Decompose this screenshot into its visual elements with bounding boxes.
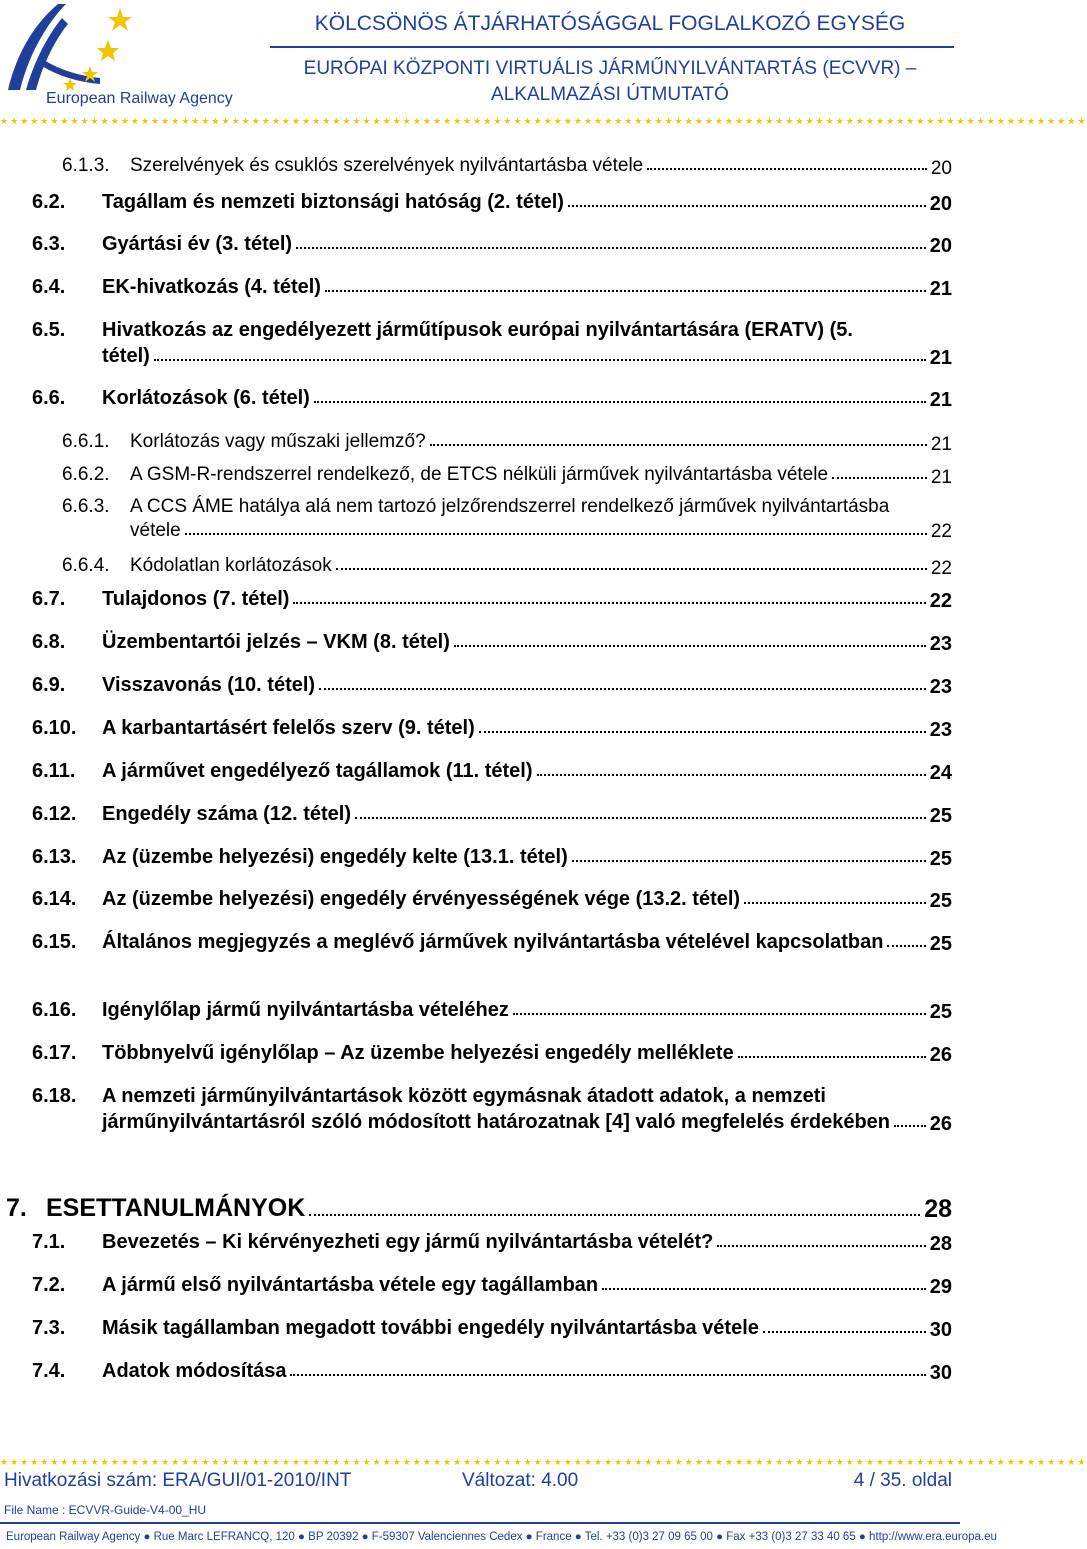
footer-divider bbox=[0, 1522, 960, 1524]
toc-entry-title: Tulajdonos (7. tétel) bbox=[102, 588, 290, 610]
toc-entry-title: Üzembentartói jelzés – VKM (8. tétel) bbox=[102, 631, 450, 653]
toc-dot-leader bbox=[355, 817, 926, 819]
toc-dot-leader bbox=[336, 568, 927, 570]
toc-entry-page: 20 bbox=[926, 233, 952, 260]
toc-entry-title: Gyártási év (3. tétel) bbox=[102, 233, 293, 255]
header-star-border: ★★★★★★★★★★★★★★★★★★★★★★★★★★★★★★★★★★★★★★★★★★★★★★★★★★★★★★★★★★★★★★★★★★★★★★★★★★★★★★★★★★★★★★★★★★★★★★★★★★★★★★★★★★★★ bbox=[0, 116, 1087, 126]
footer-file-name: File Name : ECVVR-Guide-V4-00_HU bbox=[4, 1503, 207, 1517]
toc-entry-number: 6.7. bbox=[32, 588, 66, 610]
toc-entry-number: 7.4. bbox=[32, 1360, 66, 1382]
toc-dot-leader bbox=[290, 1374, 925, 1376]
toc-dot-leader bbox=[154, 359, 926, 361]
toc-entry-page: 25 bbox=[926, 999, 952, 1026]
toc-dot-leader bbox=[738, 1056, 926, 1058]
toc-entry-page: 29 bbox=[926, 1274, 952, 1301]
toc-entry-page: 20 bbox=[927, 155, 952, 182]
toc-entry-number: 6.6. bbox=[32, 387, 66, 409]
toc-entry-number: 6.1.3. bbox=[62, 155, 110, 176]
toc-entry-page: 21 bbox=[927, 431, 952, 458]
toc-entry-number: 6.6.2. bbox=[62, 464, 110, 485]
toc-entry-page: 25 bbox=[926, 931, 952, 957]
toc-entry-title: ESETTANULMÁNYOK bbox=[46, 1194, 306, 1222]
toc-dot-leader bbox=[537, 774, 926, 776]
footer-version: Változat: 4.00 bbox=[462, 1470, 579, 1491]
toc-dot-leader bbox=[430, 444, 927, 446]
toc-entry-title: Az (üzembe helyezési) engedély érvényességének vége (13.2. tétel) bbox=[102, 888, 741, 910]
toc-dot-leader bbox=[479, 731, 926, 733]
toc-entry-title: A karbantartásért felelős szerv (9. tétel) bbox=[102, 717, 475, 739]
toc-dot-leader bbox=[513, 1013, 926, 1015]
toc-dot-leader bbox=[314, 401, 926, 403]
toc-dot-leader bbox=[572, 860, 926, 862]
header-subtitle-line2: ALKALMAZÁSI ÚTMUTATÓ bbox=[491, 84, 729, 105]
toc-entry-number: 6.17. bbox=[32, 1042, 77, 1064]
toc-entry-page: 28 bbox=[926, 1231, 952, 1258]
toc-entry-number: 6.6.1. bbox=[62, 431, 110, 452]
toc-entry-number: 6.16. bbox=[32, 999, 77, 1021]
toc-dot-leader bbox=[309, 1214, 920, 1216]
toc-entry-number: 6.2. bbox=[32, 191, 66, 213]
toc-entry-number: 6.8. bbox=[32, 631, 66, 653]
toc-dot-leader bbox=[293, 602, 925, 604]
footer-reference: Hivatkozási szám: ERA/GUI/01-2010/INT bbox=[4, 1470, 352, 1491]
toc-entry-title: Korlátozások (6. tétel) bbox=[102, 387, 310, 409]
toc-entry-page: 21 bbox=[926, 276, 952, 303]
toc-dot-leader bbox=[647, 168, 927, 170]
toc-entry-number: 6.11. bbox=[32, 760, 76, 782]
toc-entry-title: Visszavonás (10. tétel) bbox=[102, 674, 316, 696]
toc-entry-page: 30 bbox=[926, 1360, 952, 1387]
toc-dot-leader bbox=[325, 290, 926, 292]
toc-entry-number: 6.9. bbox=[32, 674, 66, 696]
toc-dot-leader bbox=[894, 1125, 926, 1127]
header-title: KÖLCSÖNÖS ÁTJÁRHATÓSÁGGAL FOGLALKOZÓ EGYSÉG bbox=[314, 12, 906, 35]
toc-entry-title: Általános megjegyzés a meglévő járművek nyilvántartásba vételével kapcsolatban bbox=[102, 931, 884, 953]
toc-entry-number: 7.2. bbox=[32, 1274, 66, 1296]
toc-dot-leader bbox=[832, 477, 927, 479]
header-divider bbox=[270, 46, 954, 48]
toc-entry-number: 6.4. bbox=[32, 276, 66, 298]
toc-entry-title: Engedély száma (12. tétel) bbox=[102, 803, 351, 825]
toc-dot-leader bbox=[185, 533, 927, 535]
toc-entry-page: 26 bbox=[926, 1042, 952, 1069]
toc-entry-number: 6.6.4. bbox=[62, 555, 110, 576]
toc-entry-page: 26 bbox=[926, 1111, 952, 1137]
toc-entry-page: 22 bbox=[927, 555, 952, 582]
toc-dot-leader bbox=[763, 1331, 926, 1333]
toc-entry-page: 28 bbox=[920, 1194, 952, 1224]
toc-entry-title: Kódolatlan korlátozások bbox=[130, 555, 332, 576]
toc-entry-page: 23 bbox=[926, 674, 952, 701]
toc-entry-number: 7. bbox=[6, 1194, 27, 1222]
footer-address: European Railway Agency ● Rue Marc LEFRANCQ, 120 ● BP 20392 ● F-59307 Valenciennes Cedex ● France ● Tel. +33 (0)3 27 09 65 00 ● Fax +33 (0)3 27 33 40 65 ● http://www.era.europa.eu bbox=[6, 1531, 997, 1543]
toc-entry-title: A CCS ÁME hatálya alá nem tartozó jelzőrendszerrel rendelkező járművek nyilvántartásba vétele bbox=[130, 496, 890, 541]
logo-text: European Railway Agency bbox=[46, 90, 233, 107]
toc-entry-page: 21 bbox=[927, 464, 952, 491]
toc-entry-number: 7.1. bbox=[32, 1231, 66, 1253]
toc-entry-page: 25 bbox=[926, 803, 952, 830]
toc-entry-page: 25 bbox=[926, 846, 952, 873]
header-subtitle bbox=[270, 56, 950, 108]
toc-entry-page: 23 bbox=[926, 717, 952, 744]
toc-entry-page: 22 bbox=[926, 588, 952, 615]
toc-entry-page: 24 bbox=[926, 760, 952, 787]
toc-entry-title: A jármű első nyilvántartásba vétele egy tagállamban bbox=[102, 1274, 599, 1296]
toc-dot-leader bbox=[717, 1245, 925, 1247]
toc-entry-number: 6.13. bbox=[32, 846, 77, 868]
toc-dot-leader bbox=[568, 205, 926, 207]
toc-entry-number: 6.12. bbox=[32, 803, 77, 825]
toc-entry-title: A nemzeti járműnyilvántartások között egymásnak átadott adatok, a nemzeti járműnyilvántartásról szóló módosított határozatnak [4] való megfelelés érdekében bbox=[102, 1085, 890, 1133]
toc-entry-title: Hivatkozás az engedélyezett járműtípusok európai nyilvántartására (ERATV) (5. tétel) bbox=[102, 319, 853, 367]
toc-entry-title: Többnyelvű igénylőlap – Az üzembe helyezési engedély melléklete bbox=[102, 1042, 734, 1064]
toc-entry-title: A GSM-R-rendszerrel rendelkező, de ETCS nélküli járművek nyilvántartásba vétele bbox=[130, 464, 829, 485]
toc-entry-number: 6.6.3. bbox=[62, 496, 110, 517]
toc-entry-page: 25 bbox=[926, 888, 952, 915]
toc-entry-title: Másik tagállamban megadott további engedély nyilvántartásba vétele bbox=[102, 1317, 759, 1339]
toc-entry-number: 6.15. bbox=[32, 931, 77, 953]
toc-entry-page: 30 bbox=[926, 1317, 952, 1344]
toc-dot-leader bbox=[296, 247, 926, 249]
toc-dot-leader bbox=[744, 902, 926, 904]
toc-dot-leader bbox=[454, 645, 926, 647]
toc-entry-page: 23 bbox=[926, 631, 952, 658]
toc-entry-title: Adatok módosítása bbox=[102, 1360, 287, 1382]
toc-entry-title: Igénylőlap jármű nyilvántartásba vételéhez bbox=[102, 999, 509, 1021]
toc-entry-number: 6.18. bbox=[32, 1085, 77, 1107]
toc-entry-title: Az (üzembe helyezési) engedély kelte (13.1. tétel) bbox=[102, 846, 568, 868]
toc-entry-number: 6.14. bbox=[32, 888, 77, 910]
toc-entry-title: A járművet engedélyező tagállamok (11. tétel) bbox=[102, 760, 533, 782]
toc-entry-page: 21 bbox=[926, 387, 952, 414]
footer-page-number: 4 / 35. oldal bbox=[853, 1470, 952, 1491]
toc-dot-leader bbox=[887, 945, 925, 947]
toc-entry-number: 6.3. bbox=[32, 233, 66, 255]
footer-star-border: ★★★★★★★★★★★★★★★★★★★★★★★★★★★★★★★★★★★★★★★★★★★★★★★★★★★★★★★★★★★★★★★★★★★★★★★★★★★★★★★★★★★★★★★★★★★★★★★★★★★★★★★★★★★★ bbox=[0, 1457, 1087, 1467]
toc-entry-number: 7.3. bbox=[32, 1317, 66, 1339]
toc-entry-number: 6.10. bbox=[32, 717, 77, 739]
toc-entry-title: Korlátozás vagy műszaki jellemző? bbox=[130, 431, 426, 452]
toc-entry-number: 6.5. bbox=[32, 319, 66, 341]
toc-entry-title: Tagállam és nemzeti biztonsági hatóság (2. tétel) bbox=[102, 191, 564, 213]
toc-entry-title: Bevezetés – Ki kérvényezheti egy jármű nyilvántartásba vételét? bbox=[102, 1231, 714, 1253]
toc-entry-title: Szerelvények és csuklós szerelvények nyilvántartásba vétele bbox=[130, 155, 644, 176]
toc-entry-page: 21 bbox=[926, 345, 952, 371]
toc-entry-page: 20 bbox=[926, 191, 952, 218]
header-subtitle-line1: EURÓPAI KÖZPONTI VIRTUÁLIS JÁRMŰNYILVÁNTARTÁS (ECVVR) – bbox=[303, 58, 917, 79]
toc-dot-leader bbox=[602, 1288, 926, 1290]
toc-entry-title: EK-hivatkozás (4. tétel) bbox=[102, 276, 321, 298]
toc-entry-page: 22 bbox=[927, 520, 952, 544]
toc-dot-leader bbox=[319, 688, 926, 690]
page-header bbox=[0, 0, 1087, 126]
